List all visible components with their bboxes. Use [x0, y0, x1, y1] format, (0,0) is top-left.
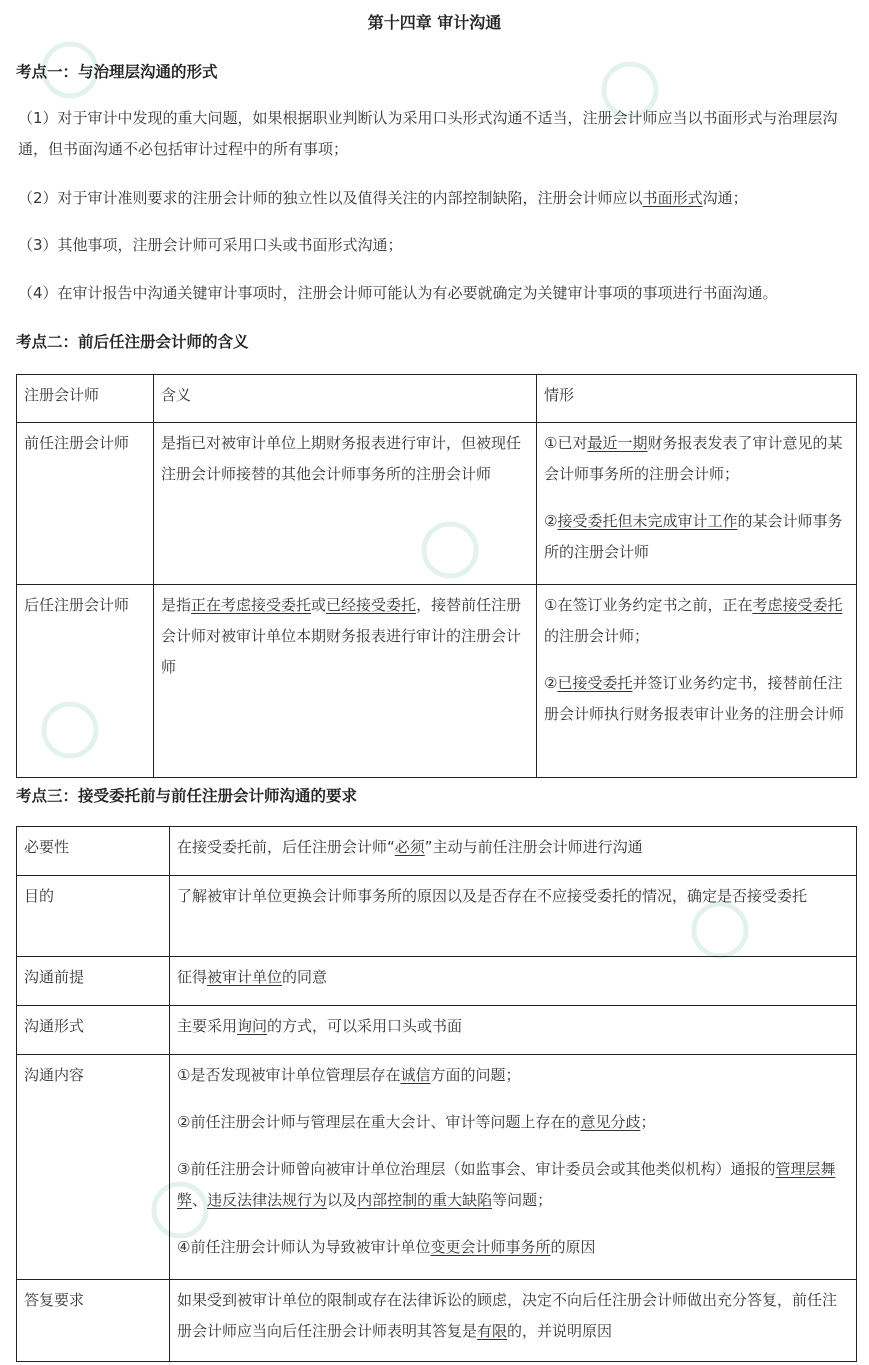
meaning-cell: 是指正在考虑接受委托或已经接受委托，接替前任注册会计师对被审计单位本期财务报表进行审计的注册会计师	[154, 585, 537, 778]
row-label: 沟通形式	[17, 1006, 170, 1055]
content-item: ③前任注册会计师曾向被审计单位治理层（如监事会、审计委员会或其他类似机构）通报的管理层舞弊、违反法律法规行为以及内部控制的重大缺陷等问题；	[177, 1160, 836, 1209]
situation-item: ②接受委托但未完成审计工作的某会计师事务所的注册会计师	[544, 512, 843, 561]
row-content: 了解被审计单位更换会计师事务所的原因以及是否存在不应接受委托的情况，确定是否接受委托	[170, 876, 857, 957]
row-label: 答复要求	[17, 1280, 170, 1362]
header-cell: 注册会计师	[17, 375, 154, 423]
table-row	[17, 423, 857, 585]
page-title: 第十四章 审计沟通	[367, 13, 502, 32]
row-label: 沟通内容	[17, 1055, 170, 1280]
content-item: ②前任注册会计师与管理层在重大会计、审计等问题上存在的意见分歧；	[177, 1113, 656, 1131]
situation-cell	[537, 423, 857, 585]
row-label: 目的	[17, 876, 170, 957]
communication-requirements-table	[16, 826, 857, 1362]
situation-item: ①在签订业务约定书之前，正在考虑接受委托的注册会计师；	[544, 596, 843, 645]
row-content	[170, 1055, 857, 1280]
situation-cell	[537, 585, 857, 778]
table-row	[17, 827, 857, 876]
row-label: 沟通前提	[17, 957, 170, 1006]
content-item: ④前任注册会计师认为导致被审计单位变更会计师事务所的原因	[177, 1238, 596, 1256]
section2-heading: 考点二：前后任注册会计师的含义	[16, 333, 249, 351]
row-label: 后任注册会计师	[17, 585, 154, 778]
table-row	[17, 1006, 857, 1055]
section1-heading: 考点一：与治理层沟通的形式	[16, 63, 218, 81]
row-label: 必要性	[17, 827, 170, 876]
situation-item: ①已对最近一期财务报表发表了审计意见的某会计师事务所的注册会计师；	[544, 434, 843, 483]
row-label: 前任注册会计师	[17, 423, 154, 585]
situation-item: ②已接受委托并签订业务约定书，接替前任注册会计师执行财务报表审计业务的注册会计师	[544, 674, 845, 723]
section1-point2: （2）对于审计准则要求的注册会计师的独立性以及值得关注的内部控制缺陷，注册会计师应以书面形式沟通；	[18, 189, 748, 207]
table-row	[17, 957, 857, 1006]
table-header-row	[17, 375, 857, 423]
table-row	[17, 876, 857, 957]
header-cell: 情形	[537, 375, 857, 423]
table-row	[17, 1055, 857, 1280]
meaning-cell: 是指已对被审计单位上期财务报表进行审计，但被现任注册会计师接替的其他会计师事务所的注册会计师	[154, 423, 537, 585]
section1-point3: （3）其他事项，注册会计师可采用口头或书面形式沟通；	[18, 236, 403, 254]
table-row	[17, 585, 857, 778]
section1-point1: （1）对于审计中发现的重大问题，如果根据职业判断认为采用口头形式沟通不适当，注册会计师应当以书面形式与治理层沟通，但书面沟通不必包括审计过程中的所有事项；	[18, 109, 838, 158]
row-content: 在接受委托前，后任注册会计师“必须”主动与前任注册会计师进行沟通	[170, 827, 857, 876]
section3-heading: 考点三：接受委托前与前任注册会计师沟通的要求	[16, 787, 358, 805]
row-content: 如果受到被审计单位的限制或存在法律诉讼的顾虑，决定不向后任注册会计师做出充分答复，前任注册会计师应当向后任注册会计师表明其答复是有限的，并说明原因	[170, 1280, 857, 1362]
header-cell: 含义	[154, 375, 537, 423]
cpa-definition-table	[16, 374, 857, 778]
row-content: 征得被审计单位的同意	[170, 957, 857, 1006]
table-row	[17, 1280, 857, 1362]
row-content: 主要采用询问的方式，可以采用口头或书面	[170, 1006, 857, 1055]
content-item: ①是否发现被审计单位管理层存在诚信方面的问题；	[177, 1066, 521, 1084]
section1-point4: （4）在审计报告中沟通关键审计事项时，注册会计师可能认为有必要就确定为关键审计事项的事项进行书面沟通。	[18, 284, 778, 302]
